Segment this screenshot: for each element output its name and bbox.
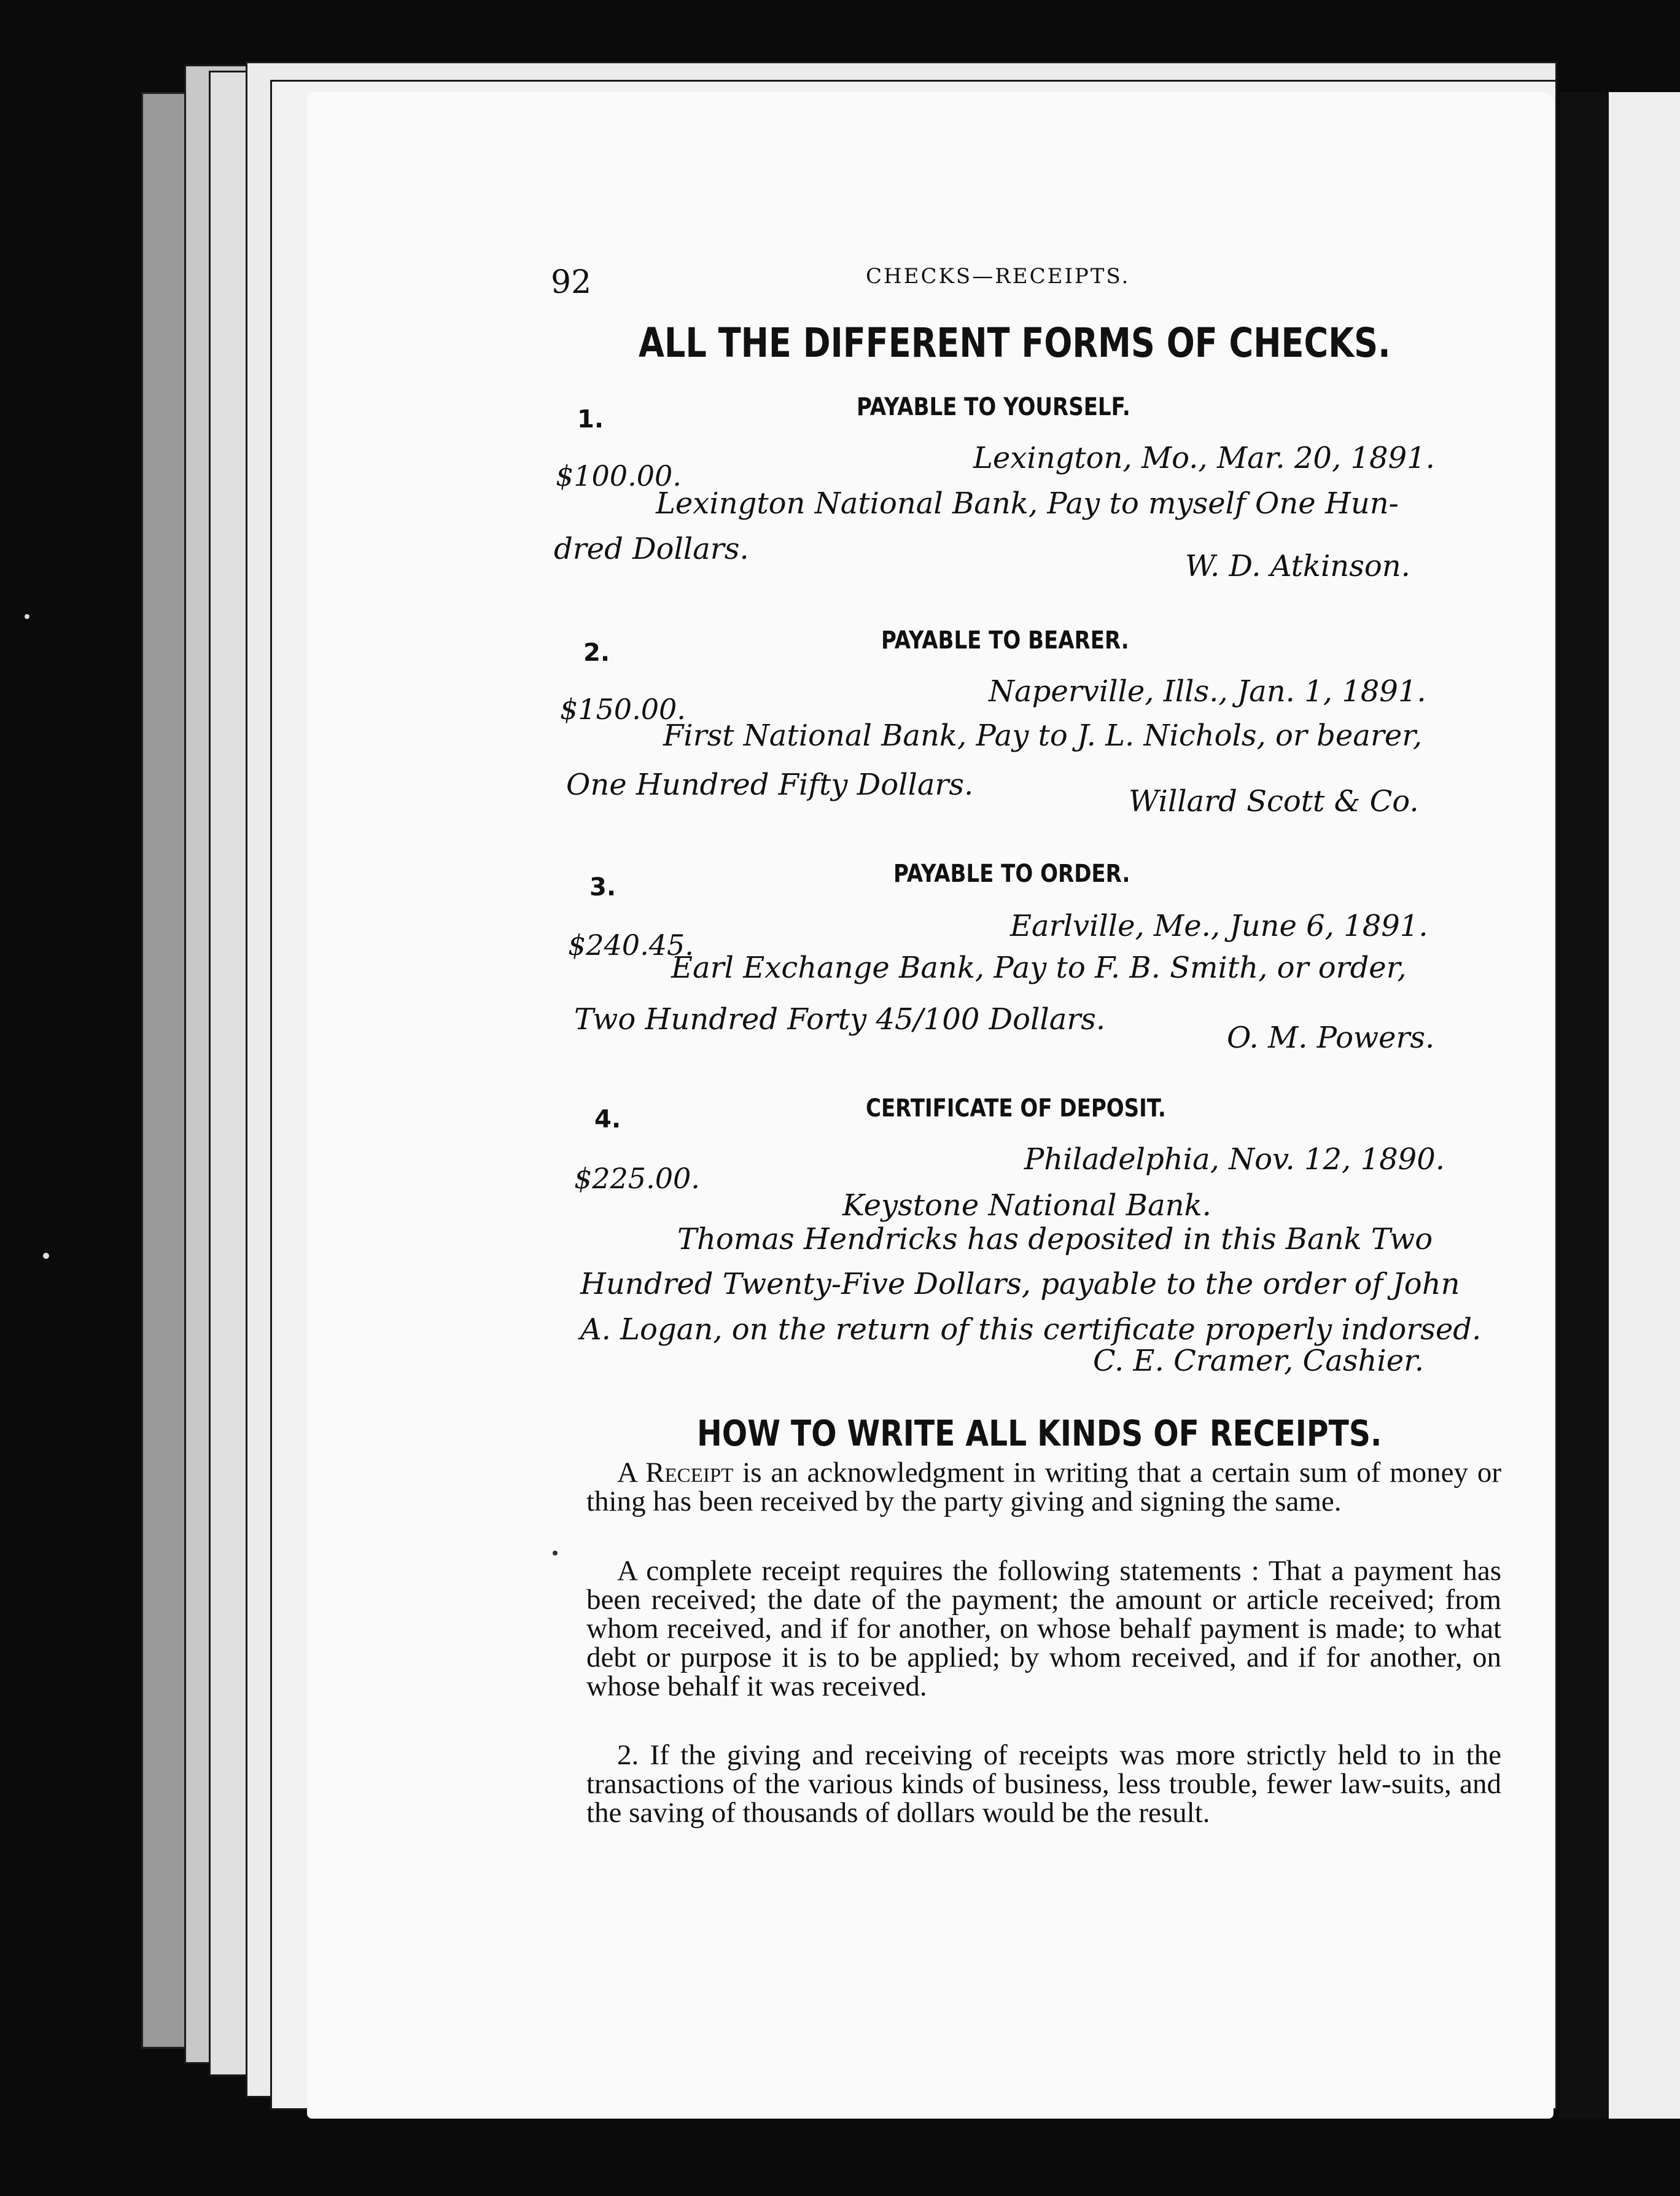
check-number: 1. [577,405,604,434]
check-line: A. Logan, on the return of this certificate properly indorsed. [580,1312,1482,1347]
scan-speck [25,614,29,619]
check-signature: C. E. Cramer, Cashier. [1093,1344,1425,1378]
check-line: Lexington National Bank, Pay to myself One Hun- [656,486,1399,521]
receipts-paragraph: 2. If the giving and receiving of receipts was more strictly held to in the transactions of the various kinds of business, less trouble, fewer law-suits, and the saving of thousands of dollars would be the result. [586,1739,1501,1829]
receipts-paragraph: A complete receipt requires the following statements : That a payment has been received; the date of the payment; the amount or article received; from whom received, and if for another, on whose behalf payment is made; to what debt or purpose it is to be applied; by whom received, and if for another, on whose behalf it was received. [586,1555,1501,1702]
check-signature: W. D. Atkinson. [1185,549,1410,583]
adjacent-page-leaf [1609,92,1680,2119]
receipt-term: Receipt [645,1457,734,1489]
page-number: 92 [551,264,592,301]
check-line: Earl Exchange Bank, Pay to F. B. Smith, or order, [671,951,1407,985]
check-place-date: Naperville, Ills., Jan. 1, 1891. [989,674,1426,709]
check-heading: PAYABLE TO YOURSELF. [857,393,1130,421]
check-amount: $100.00. [556,459,682,493]
paragraph-lead: A [617,1457,646,1489]
check-line: Hundred Twenty-Five Dollars, payable to the order of John [580,1267,1460,1301]
check-heading: PAYABLE TO ORDER. [893,860,1130,888]
check-line: First National Bank, Pay to J. L. Nichols, or bearer, [663,718,1423,753]
check-place-date: Lexington, Mo., Mar. 20, 1891. [973,441,1435,475]
paragraph-text: is an acknowledgment in writing that a certain sum of money or thing has been received by the party giving and signing the same. [586,1457,1501,1517]
adjacent-page-edge [1560,92,1680,2119]
check-heading: CERTIFICATE OF DEPOSIT. [866,1094,1166,1123]
check-line: dred Dollars. [554,532,749,566]
check-number: 4. [594,1105,621,1134]
receipts-title: HOW TO WRITE ALL KINDS OF RECEIPTS. [697,1412,1382,1454]
check-amount: $225.00. [574,1162,700,1195]
check-line: Thomas Hendricks has deposited in this Bank Two [677,1222,1433,1256]
scan-speck [553,1551,558,1555]
check-number: 2. [583,639,610,667]
check-line: One Hundred Fifty Dollars. [566,768,974,802]
check-line: Two Hundred Forty 45/100 Dollars. [574,1002,1106,1037]
running-head: CHECKS—RECEIPTS. [866,264,1130,289]
main-title: ALL THE DIFFERENT FORMS OF CHECKS. [639,319,1391,367]
check-amount: $150.00. [560,693,686,726]
check-amount: $240.45. [568,929,694,962]
check-signature: Willard Scott & Co. [1129,784,1419,819]
receipts-paragraph [586,1458,1501,1516]
scan-speck [43,1253,49,1259]
check-signature: O. M. Powers. [1227,1021,1435,1055]
check-number: 3. [589,873,616,901]
check-bank: Keystone National Bank. [842,1188,1211,1223]
check-place-date: Earlville, Me., June 6, 1891. [1010,909,1428,943]
check-place-date: Philadelphia, Nov. 12, 1890. [1024,1142,1445,1177]
check-heading: PAYABLE TO BEARER. [881,626,1129,655]
